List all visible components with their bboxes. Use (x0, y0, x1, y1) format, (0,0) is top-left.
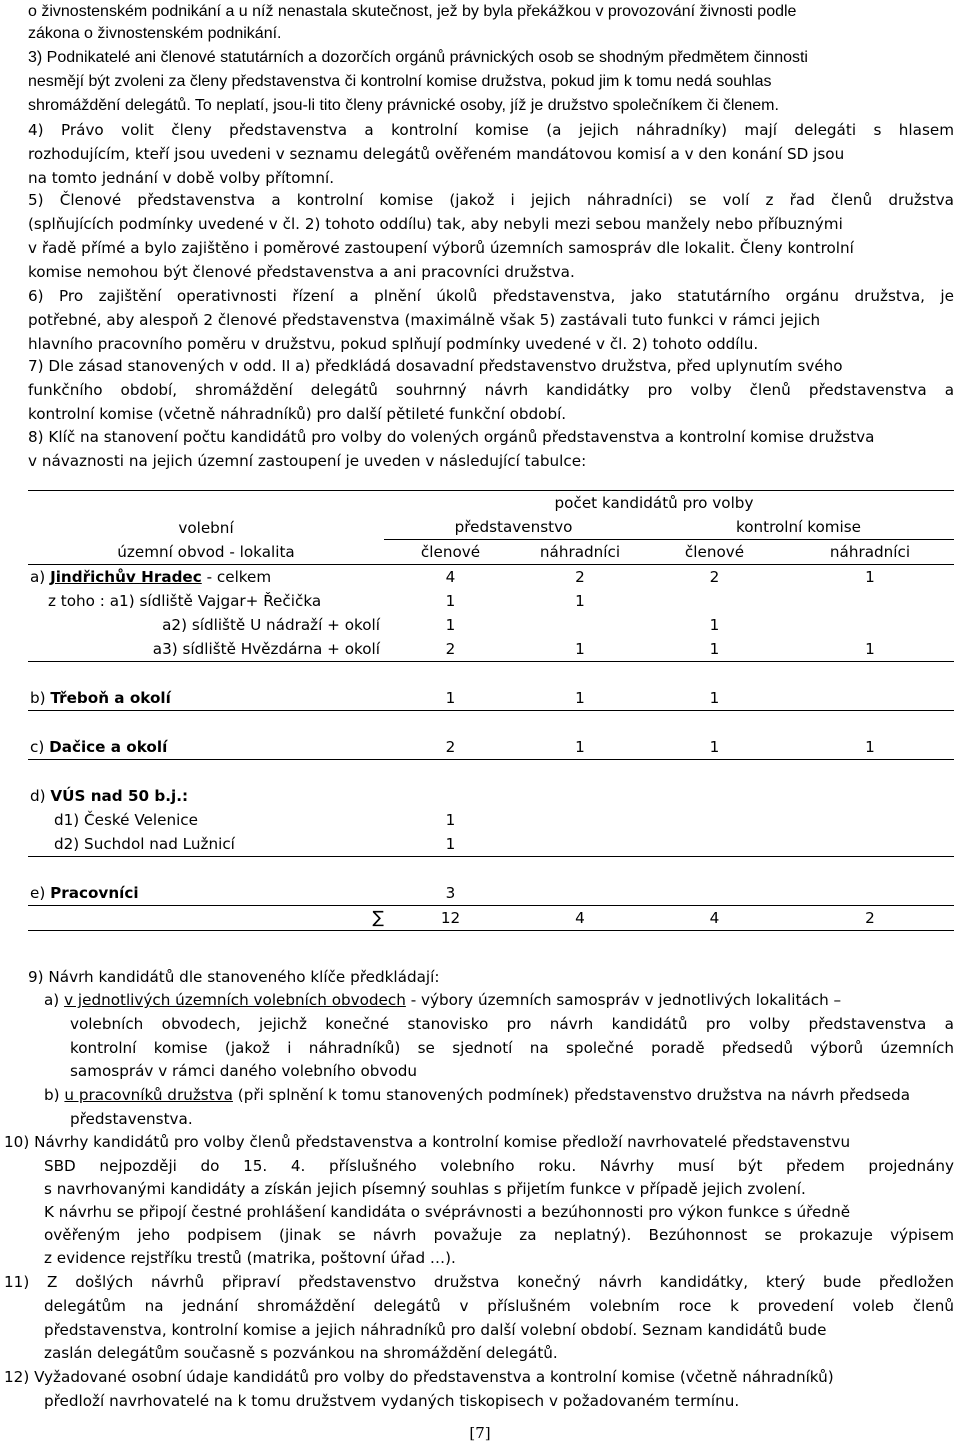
para-5-line-1: 5) Členové představenstva a kontrolní komise (jakož i jejich náhradníci) se volí z řad členů družstva (28, 191, 954, 209)
para-10-line-3: s navrhovanými kandidáty a získán jejich písemný souhlas s přijetím funkce v případě jejich zvolení. (44, 1180, 806, 1198)
table-row: c) Dačice a okolí 2 1 1 1 (28, 735, 954, 760)
para-8-line-1: 8) Klíč na stanovení počtu kandidátů pro volby do volených orgánů představenstva a kontrolní komise družstva (28, 428, 875, 446)
header-volebni: volební (178, 518, 234, 537)
para-9b-line-2: představenstva. (70, 1110, 193, 1128)
table-header-row-1 (28, 491, 954, 516)
table-header-row-3 (28, 540, 954, 565)
row-label-vus: VÚS nad 50 b.j.: (50, 787, 189, 805)
para-11-line-4: zaslán delegátům současně s pozvánkou na shromáždění delegátů. (44, 1344, 558, 1362)
row-label-jindrichuv-hradec: Jindřichův Hradec (50, 568, 202, 586)
header-nahradnici-kk: náhradníci (786, 540, 954, 565)
header-pocet-kandidatu: počet kandidátů pro volby (384, 491, 954, 516)
para-5-line-3: v řadě přímé a bylo zajištěno i poměrové zastoupení výborů územních samospráv dle lokalit. Členy kontrolní (28, 239, 854, 257)
candidate-key-table (28, 490, 954, 931)
intro-line-2: zákona o živnostenském podnikání. (28, 25, 282, 42)
para-4-line-1: 4) Právo volit členy představenstva a kontrolní komise (a jejich náhradníky) mají delegáti s hlasem (28, 121, 954, 139)
para-11-line-3: představenstva, kontrolní komise a jejich náhradníků pro další volební období. Seznam kandidátů bude (44, 1321, 827, 1339)
para-10-line-5: ověřeným jeho podpisem (jinak se návrh považuje za neplatný). Bezúhonnost se prokazuje výpisem (44, 1226, 954, 1244)
sum-symbol: ∑ (372, 908, 384, 928)
para-7-line-3: kontrolní komise (včetně náhradníků) pro další pětileté funkční období. (28, 405, 567, 423)
row-label-trebon: Třeboň a okolí (50, 689, 171, 707)
para-9a-line-1: a) v jednotlivých územních volebních obvodech - výbory územních samospráv v jednotlivých lokalitách – (44, 991, 842, 1009)
table-row: z toho : a1) sídliště Vajgar+ Řečička 1 1 (28, 589, 954, 613)
table-header-row-2 (28, 515, 954, 540)
para-4-line-3: na tomto jednání v době volby přítomní. (28, 169, 335, 187)
para-10-line-4: K návrhu se připojí čestné prohlášení kandidáta o svéprávnosti a bezúhonnosti pro výkon funkce s úředně (44, 1203, 851, 1221)
para-9a-underlined: v jednotlivých územních volebních obvodech (64, 991, 406, 1009)
para-5-line-4: komise nemohou být členové představenstva a ani pracovníci družstva. (28, 263, 575, 281)
header-nahradnici-pred: náhradníci (517, 540, 643, 565)
para-12-line-2: předloží navrhovatelé na k tomu družstvem vydaných tiskopisech v požadovaném termínu. (44, 1392, 740, 1410)
header-kontrolni-komise: kontrolní komise (735, 518, 862, 536)
para-3-line-3: shromáždění delegátů. To neplatí, jsou-li tito členy právnické osoby, jíž je družstvo společníkem či členem. (28, 97, 779, 114)
para-9a-line-4: samospráv v rámci daného volebního obvodu (70, 1062, 417, 1080)
para-7-line-1: 7) Dle zásad stanovených v odd. II a) předkládá dosavadní představenstvo družstva, před uplynutím svého (28, 357, 843, 375)
para-8-line-2: v návaznosti na jejich územní zastoupení je uveden v následující tabulce: (28, 452, 587, 470)
table-spacer (28, 662, 954, 687)
para-9-intro: 9) Návrh kandidátů dle stanoveného klíče předkládají: (28, 968, 440, 986)
row-label-a1: z toho : a1) sídliště Vajgar+ Řečička (48, 592, 322, 610)
row-label-d2: d2) Suchdol nad Lužnicí (28, 832, 384, 857)
para-3-line-1: 3) Podnikatelé ani členové statutárních a dozorčích orgánů právnických osob se shodným předmětem činnosti (28, 49, 808, 66)
table-spacer (28, 711, 954, 736)
table-sum-row: ∑ 12 4 4 2 (28, 906, 954, 931)
para-9b-line-1: b) u pracovníků družstva (při splnění k tomu stanovených podmínek) představenstvo družstva na návrh předseda (44, 1086, 911, 1104)
page-number: [7] (469, 1424, 491, 1442)
row-label-dacice: Dačice a okolí (49, 738, 168, 756)
para-10-line-1: 10) Návrhy kandidátů pro volby členů představenstva a kontrolní komise předloží navrhovatelé představenstvu (4, 1133, 851, 1151)
para-4-line-2: rozhodujícím, kteří jsou uvedeni v seznamu delegátů ověřeném mandátovou komisí a v den konání SD jsou (28, 145, 845, 163)
table-row: d2) Suchdol nad Lužnicí 1 (28, 832, 954, 857)
para-11-line-2: delegátům na jednání shromáždění delegátů v příslušném volebním roce k provedení voleb členů (44, 1297, 954, 1315)
para-12-line-1: 12) Vyžadované osobní údaje kandidátů pro volby do představenstva a kontrolní komise (včetně náhradníků) (4, 1368, 834, 1386)
header-uzemni-obvod: územní obvod - lokalita (28, 540, 384, 565)
para-3-line-2: nesmějí být zvoleni za členy představenstva či kontrolní komise družstva, pokud jim k tomu nedá souhlas (28, 73, 772, 90)
para-10-line-2: SBD nejpozději do 15. 4. příslušného volebního roku. Návrhy musí být předem projednány (44, 1157, 954, 1175)
table-row: a2) sídliště U nádraží + okolí 1 1 (28, 613, 954, 637)
table-row: b) Třeboň a okolí 1 1 1 (28, 686, 954, 711)
row-label-pracovnici: Pracovníci (50, 884, 139, 902)
table-row: d1) České Velenice 1 (28, 808, 954, 832)
row-label-d1: d1) České Velenice (54, 811, 198, 829)
para-10-line-6: z evidence rejstříku trestů (matrika, poštovní úřad …). (44, 1249, 456, 1267)
header-clenove-kk: členové (643, 540, 786, 565)
para-7-line-2: funkčního období, shromáždění delegátů souhrnný návrh kandidátky pro volby členů představenstva a (28, 381, 954, 399)
table-row: a3) sídliště Hvězdárna + okolí 2 1 1 1 (28, 637, 954, 662)
row-label-a3: a3) sídliště Hvězdárna + okolí (28, 637, 384, 662)
para-5-line-2: (splňujících podmínky uvedené v čl. 2) tohoto oddílu) tak, aby nebyli mezi sebou manžely nebo příbuznými (28, 215, 843, 233)
intro-line-1: o živnostenském podnikání a u níž nenastala skutečnost, jež by byla překážkou v provozování živnosti podle (28, 3, 797, 20)
header-clenove-pred: členové (384, 540, 517, 565)
table-row: d) VÚS nad 50 b.j.: (30, 787, 189, 805)
para-6-line-3: hlavního pracovního poměru v družstvu, pokud splňují podmínky uvedené v čl. 2) tohoto oddílu. (28, 335, 759, 353)
para-9a-line-2: volebních obvodech, jejichž konečné stanovisko pro návrh kandidátů pro volby představenstva a (70, 1015, 954, 1033)
table-spacer (28, 760, 954, 785)
para-6-line-1: 6) Pro zajištění operativnosti řízení a plnění úkolů představenstva, jako statutárního orgánu družstva, je (28, 287, 954, 305)
row-label-a2: a2) sídliště U nádraží + okolí (162, 616, 380, 634)
para-6-line-2: potřebné, aby alespoň 2 členové představenstva (maximálně však 5) zastávali tuto funkci v rámci jejich (28, 311, 821, 329)
table-row: e) Pracovníci 3 (28, 881, 954, 906)
para-11-line-1: 11) Z došlých návrhů připraví představenstvo družstva konečný návrh kandidátky, který bude předložen (4, 1273, 954, 1291)
para-9b-underlined: u pracovníků družstva (64, 1086, 233, 1104)
header-predstavenstvo: představenstvo (454, 518, 573, 536)
table-row: a) Jindřichův Hradec - celkem 4 2 2 1 (30, 568, 875, 586)
para-9a-line-3: kontrolní komise (jakož i náhradníků) se sjednotí na společné poradě předsedů výborů územních (70, 1039, 954, 1057)
table-spacer (28, 857, 954, 882)
